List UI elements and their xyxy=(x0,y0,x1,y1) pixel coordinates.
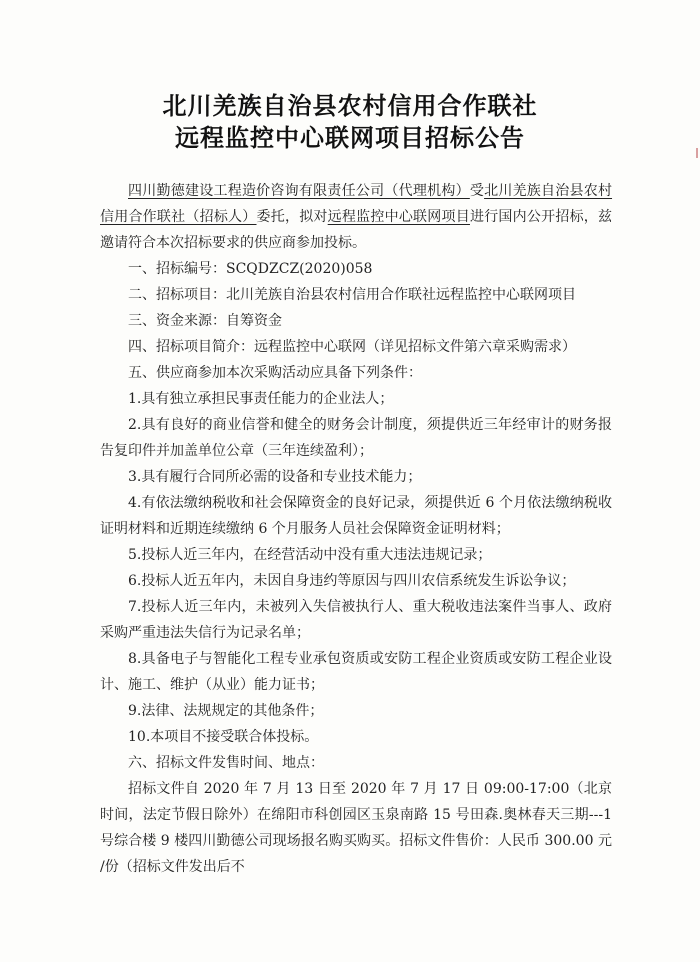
section-2: 二、招标项目：北川羌族自治县农村信用合作联社远程监控中心联网项目 xyxy=(128,287,576,303)
condition-3: 3.具有履行合同所必需的设备和专业技术能力； xyxy=(128,469,422,485)
title-line-2: 远程监控中心联网项目招标公告 xyxy=(175,124,525,152)
section-6-text: 招标文件自 2020 年 7 月 13 日至 2020 年 7 月 17 日 09:00-17:00（北京时间，法定节假日除外）在绵阳市科创园区玉泉南路 15 号田森.奥林春天三期---1 号综合楼 9 楼四川勤德公司现场报名购买购买。招标文件售价：人民币 300.00 元 /份（招标文件发出后不 xyxy=(100,781,612,875)
condition-6: 6.投标人近五年内，未因自身违约等原因与四川农信系统发生诉讼争议； xyxy=(128,573,576,589)
condition-1: 1.具有独立承担民事责任能力的企业法人； xyxy=(128,391,394,407)
intro-text-1: 受 xyxy=(469,183,485,199)
section-4: 四、招标项目简介：远程监控中心联网（详见招标文件第六章采购需求） xyxy=(128,339,576,355)
intro-text-2: 委托，拟对 xyxy=(256,209,328,225)
condition-4: 4.有依法缴纳税收和社会保障资金的良好记录，须提供近 6 个月依法缴纳税收证明材料和近期连续缴纳 6 个月服务人员社会保障资金证明材料； xyxy=(100,495,612,537)
agent-name: 四川勤德建设工程造价咨询有限责任公司（代理机构） xyxy=(128,183,470,199)
section-5: 五、供应商参加本次采购活动应具备下列条件： xyxy=(128,365,422,381)
project-name: 远程监控中心联网项目 xyxy=(327,209,470,225)
document-body xyxy=(100,178,612,880)
title-line-1: 北川羌族自治县农村信用合作联社 xyxy=(162,92,538,120)
condition-7: 7.投标人近三年内，未被列入失信被执行人、重大税收违法案件当事人、政府采购严重违法失信行为记录名单； xyxy=(100,599,612,641)
condition-9: 9.法律、法规规定的其他条件； xyxy=(128,703,324,719)
margin-mark xyxy=(696,148,698,158)
intro-text-3: 进行国内公开招标，兹邀请符合本次招标要求的供应商参加投标。 xyxy=(100,209,613,251)
condition-5: 5.投标人近三年内，在经营活动中没有重大违法违规记录； xyxy=(128,547,492,563)
section-3: 三、资金来源：自筹资金 xyxy=(128,313,282,329)
section-6-heading: 六、招标文件发售时间、地点： xyxy=(128,755,324,771)
condition-8: 8.具备电子与智能化工程专业承包资质或安防工程企业资质或安防工程企业设计、施工、维护（从业）能力证书； xyxy=(100,651,612,693)
section-1: 一、招标编号：SCQDZCZ(2020)058 xyxy=(128,261,373,277)
condition-10: 10.本项目不接受联合体投标。 xyxy=(128,729,319,745)
tenderer-name: 北川羌族自治县农村信用合作联社（招标人） xyxy=(100,183,613,225)
condition-2: 2.具有良好的商业信誉和健全的财务会计制度，须提供近三年经审计的财务报告复印件并加盖单位公章（三年连续盈利）； xyxy=(100,417,612,459)
intro-paragraph xyxy=(100,178,612,256)
